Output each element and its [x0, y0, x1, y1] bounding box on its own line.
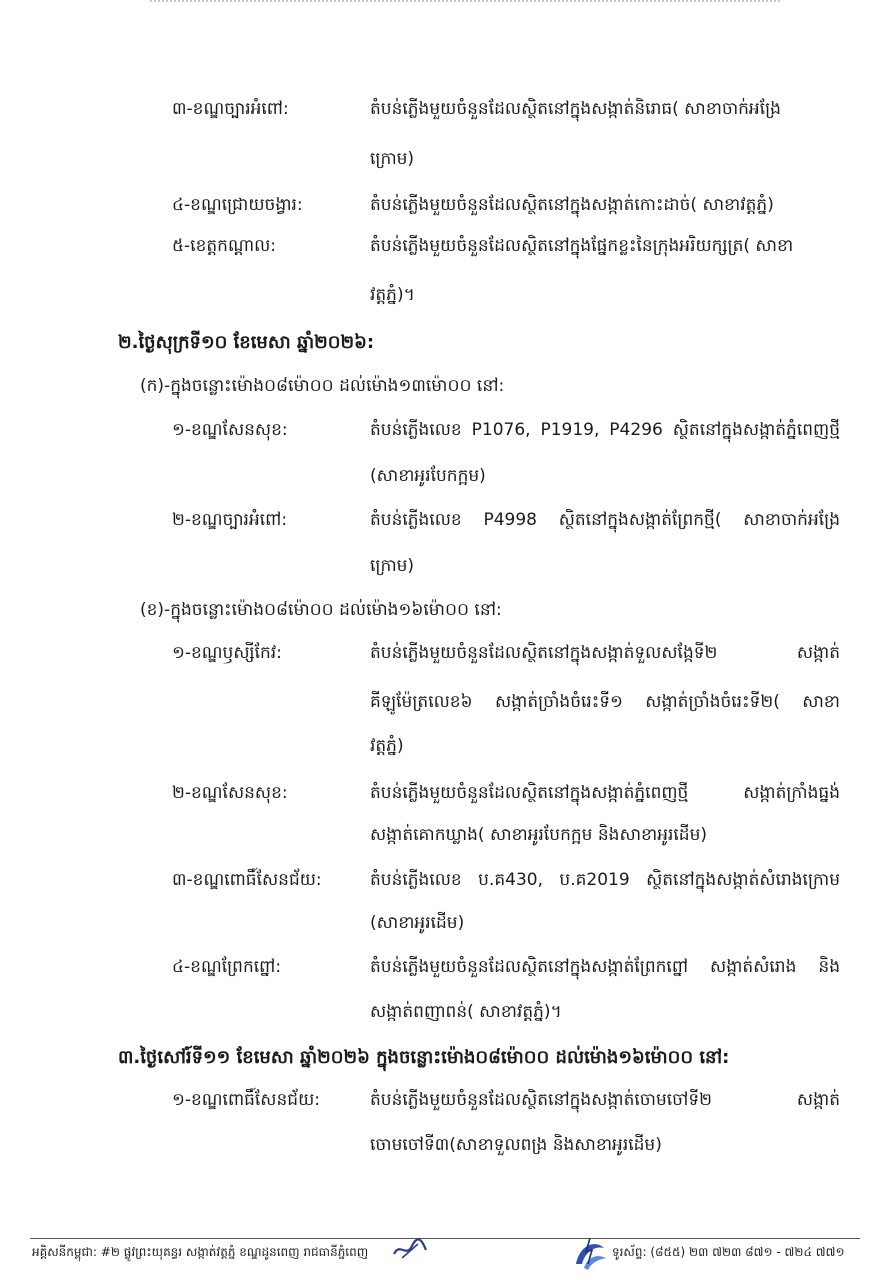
area-description-line: តំបន់ភ្លើងមួយចំនួនដែលស្ថិតនៅក្នុងសង្កាត់និរោធ( សាខាចាក់អង្រែ [370, 99, 781, 119]
area-description-line: តំបន់ភ្លើងមួយចំនួនដែលស្ថិតនៅក្នុងសង្កាត់ព្រែកព្នៅ សង្កាត់សំរោង និង [370, 957, 840, 977]
area-description-line: តំបន់ភ្លើងមួយចំនួនដែលស្ថិតនៅក្នុងសង្កាត់កោះដាច់( សាខាវត្តភ្នំ) [370, 195, 774, 215]
area-description-line: សង្កាត់ពញាពន់( សាខាវត្តភ្នំ)។ [370, 1002, 562, 1022]
area-description-line: តំបន់ភ្លើងលេខ ប.គ430, ប.គ2019 ស្ថិតនៅក្នុងសង្កាត់សំរោងក្រោម [370, 870, 840, 890]
area-description-line: តំបន់ភ្លើងមួយចំនួនដែលស្ថិតនៅក្នុងសង្កាត់ទួលសង្កែទី២ សង្កាត់ [370, 643, 840, 663]
area-description-line: វត្តភ្នំ) [370, 736, 404, 756]
top-dotted-rule [150, 0, 780, 5]
footer-phone: ទូរស័ព្ទ: (៨៥៥) ២៣ ៧២៣ ៨៧១ - ៧២៤ ៧៧១ [612, 1245, 845, 1259]
district-label: ១-ខណ្ឌឫស្សីកែវ: [172, 643, 282, 663]
footer-address: អគ្គិសនីកម្ពុជា: #២ ផ្លូវព្រះយុគន្ធរ សង្កាត់វត្តភ្នំ ខណ្ឌដូនពេញ រាជធានីភ្នំពេញ [32, 1245, 369, 1259]
district-label: ៤-ខណ្ឌជ្រោយចង្វារ: [172, 195, 303, 215]
district-label: ២-ខណ្ឌសែនសុខ: [172, 783, 288, 803]
time-range-subheading: (ក)-ក្នុងចន្លោះម៉ោង០៨ម៉ោ០០ ដល់ម៉ោង១៣ម៉ោ០០ នៅ: [140, 376, 505, 396]
district-label: ៥-ខេត្តកណ្តាល: [172, 236, 277, 256]
area-description-line: ក្រោម) [370, 556, 415, 576]
area-description-line: តំបន់ភ្លើងលេខ P4998 ស្ថិតនៅក្នុងសង្កាត់ព្រែកថ្មី( សាខាចាក់អង្រែ [370, 510, 840, 530]
area-description-line: (សាខាអូរបែកក្អម) [370, 466, 486, 486]
section-heading: ២.ថ្ងៃសុក្រទី១០ ខែមេសា ឆ្នាំ២០២៦: [118, 332, 375, 353]
area-description-line: សង្កាត់គោកឃ្លាង( សាខាអូរបែកក្អម និងសាខាអូរដើម) [370, 825, 708, 845]
district-label: ៣-ខណ្ឌច្បារអំពៅ: [172, 99, 289, 119]
area-description-line: តំបន់ភ្លើងមួយចំនួនដែលស្ថិតនៅក្នុងសង្កាត់ចោមចៅទី២ សង្កាត់ [370, 1090, 840, 1110]
area-description-line: តំបន់ភ្លើងលេខ P1076, P1919, P4296 ស្ថិតនៅក្នុងសង្កាត់ភ្នំពេញថ្មី [370, 420, 840, 440]
area-description-line: ចោមចៅទី៣(សាខាទួលពង្រ និងសាខាអូរដើម) [370, 1135, 662, 1155]
footer-divider [30, 1238, 860, 1239]
district-label: ៣-ខណ្ឌពោធិ៍សែនជ័យ: [172, 870, 322, 890]
area-description-line: តំបន់ភ្លើងមួយចំនួនដែលស្ថិតនៅក្នុងផ្នែកខ្លះនៃក្រុងអរិយក្សត្រ( សាខា [370, 236, 794, 256]
area-description-line: វត្តភ្នំ)។ [370, 285, 415, 305]
district-label: ១-ខណ្ឌសែនសុខ: [172, 420, 288, 440]
section-heading: ៣.ថ្ងៃសៅរ៍ទី១១ ខែមេសា ឆ្នាំ២០២៦ ក្នុងចន្លោះម៉ោង០៨ម៉ោ០០ ដល់ម៉ោង១៦ម៉ោ០០ នៅ: [118, 1047, 730, 1068]
area-description-line: គីឡូម៉ែត្រលេខ៦ សង្កាត់ច្រាំងចំរេះទី១ សង្កាត់ច្រាំងចំរេះទី២( សាខា [370, 692, 840, 712]
area-description-line: (សាខាអូរដើម) [370, 913, 465, 933]
time-range-subheading: (ខ)-ក្នុងចន្លោះម៉ោង០៨ម៉ោ០០ ដល់ម៉ោង១៦ម៉ោ០០ នៅ: [140, 600, 502, 620]
area-description-line: ក្រោម) [370, 149, 415, 169]
district-label: ២-ខណ្ឌច្បារអំពៅ: [172, 510, 288, 530]
area-description-line: តំបន់ភ្លើងមួយចំនួនដែលស្ថិតនៅក្នុងសង្កាត់ភ្នំពេញថ្មី សង្កាត់ក្រាំងធ្នង់ [370, 783, 840, 803]
district-label: ៤-ខណ្ឌព្រែកព្នៅ: [172, 957, 282, 977]
signature-mark-icon [392, 1236, 428, 1262]
district-label: ១-ខណ្ឌពោធិ៍សែនជ័យ: [172, 1090, 320, 1110]
edc-logo-icon [570, 1234, 610, 1272]
